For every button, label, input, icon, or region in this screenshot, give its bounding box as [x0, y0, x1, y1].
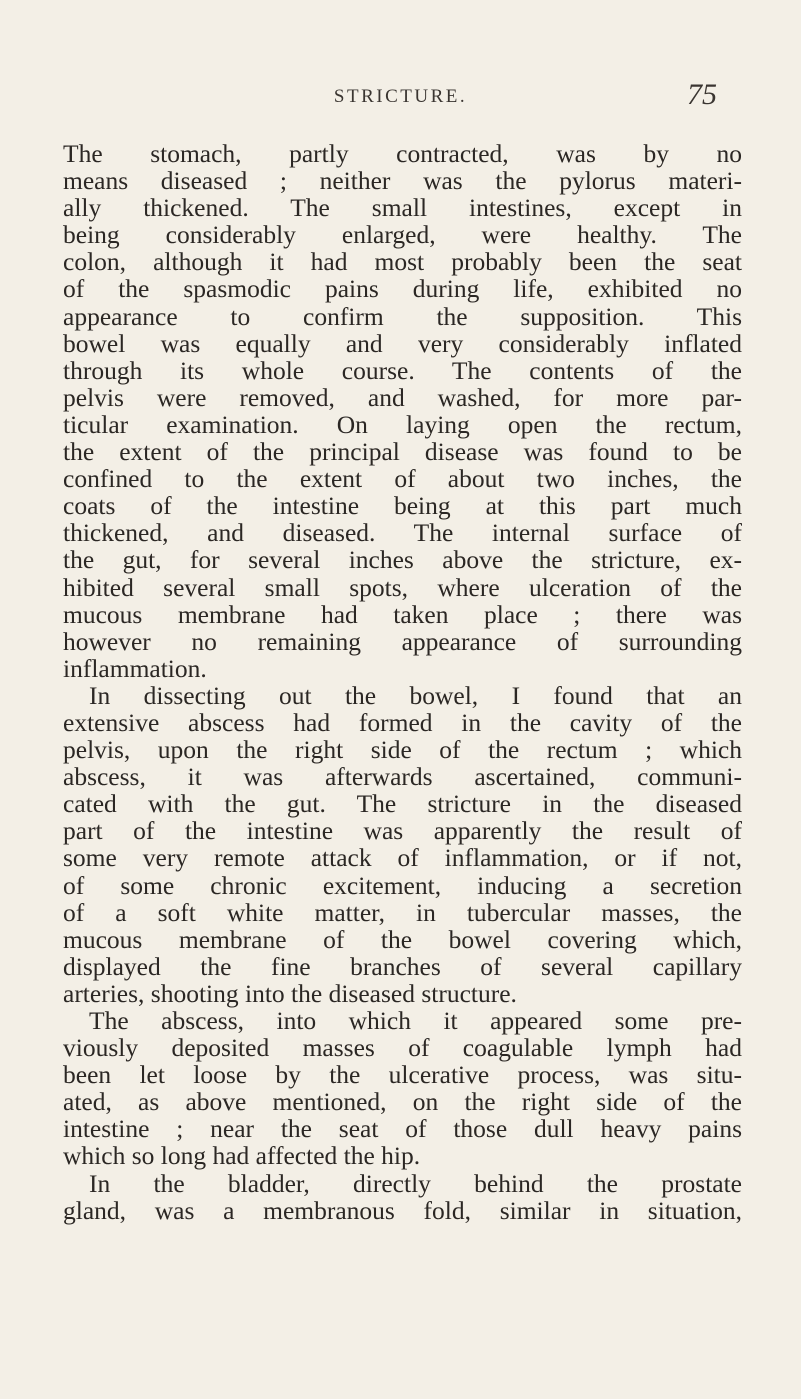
- text-line: which so long had affected the hip.: [63, 1141, 421, 1171]
- text-line: of the spasmodic pains during life, exhibited no: [63, 274, 742, 304]
- text-line: The stomach, partly contracted, was by no: [63, 139, 742, 168]
- text-line: the extent of the principal disease was found to be: [63, 437, 742, 467]
- text-line: of some chronic excitement, inducing a secretion: [63, 870, 742, 900]
- text-line: however no remaining appearance of surrounding: [63, 626, 742, 656]
- body-text: [63, 140, 742, 1224]
- text-line: displayed the fine branches of several capillary: [63, 951, 742, 981]
- text-line: pelvis were removed, and washed, for more par-: [63, 382, 742, 412]
- text-line: bowel was equally and very considerably inflated: [63, 328, 742, 358]
- text-line: colon, although it had most probably been the seat: [63, 247, 742, 277]
- text-line: being considerably enlarged, were healthy. The: [63, 220, 742, 250]
- text-line: The abscess, into which it appeared some pre-: [89, 1006, 742, 1035]
- text-line: means diseased ; neither was the pylorus materi-: [63, 166, 742, 196]
- running-head: STRICTURE.: [333, 86, 468, 107]
- text-line: ated, as above mentioned, on the right side of the: [63, 1087, 742, 1117]
- text-line: the gut, for several inches above the stricture, ex-: [63, 545, 742, 575]
- text-line: viously deposited masses of coagulable lymph had: [63, 1033, 742, 1063]
- text-line: coats of the intestine being at this part much: [63, 491, 742, 521]
- text-line: part of the intestine was apparently the result of: [63, 816, 742, 846]
- text-line: In dissecting out the bowel, I found that an: [89, 680, 742, 710]
- text-line: cated with the gut. The stricture in the diseased: [63, 789, 742, 819]
- page-header: [0, 78, 801, 112]
- text-line: gland, was a membranous fold, similar in situation,: [63, 1195, 742, 1225]
- text-line: of a soft white matter, in tubercular masses, the: [63, 897, 742, 927]
- text-line: inflammation.: [63, 653, 207, 683]
- text-line: ticular examination. On laying open the rectum,: [63, 409, 742, 439]
- text-line: extensive abscess had formed in the cavity of the: [63, 707, 742, 737]
- text-line: been let loose by the ulcerative process, was situ-: [63, 1060, 742, 1090]
- text-line: mucous membrane had taken place ; there was: [63, 599, 742, 629]
- text-line: arteries, shooting into the diseased structure.: [63, 978, 517, 1008]
- text-line: appearance to confirm the supposition. This: [63, 301, 742, 331]
- text-line: ally thickened. The small intestines, except in: [63, 193, 742, 223]
- text-line: through its whole course. The contents of the: [63, 355, 742, 385]
- text-line: confined to the extent of about two inches, the: [63, 464, 742, 494]
- text-line: mucous membrane of the bowel covering which,: [63, 924, 742, 954]
- text-line: hibited several small spots, where ulceration of the: [63, 572, 742, 602]
- text-line: thickened, and diseased. The internal surface of: [63, 518, 742, 548]
- text-line: abscess, it was afterwards ascertained, communi-: [63, 762, 742, 792]
- text-line: intestine ; near the seat of those dull heavy pains: [63, 1114, 742, 1144]
- text-line: pelvis, upon the right side of the rectum ; which: [63, 735, 742, 765]
- text-line: some very remote attack of inflammation, or if not,: [63, 843, 742, 873]
- page-number: 75: [687, 78, 717, 111]
- text-line: In the bladder, directly behind the prostate: [89, 1168, 742, 1198]
